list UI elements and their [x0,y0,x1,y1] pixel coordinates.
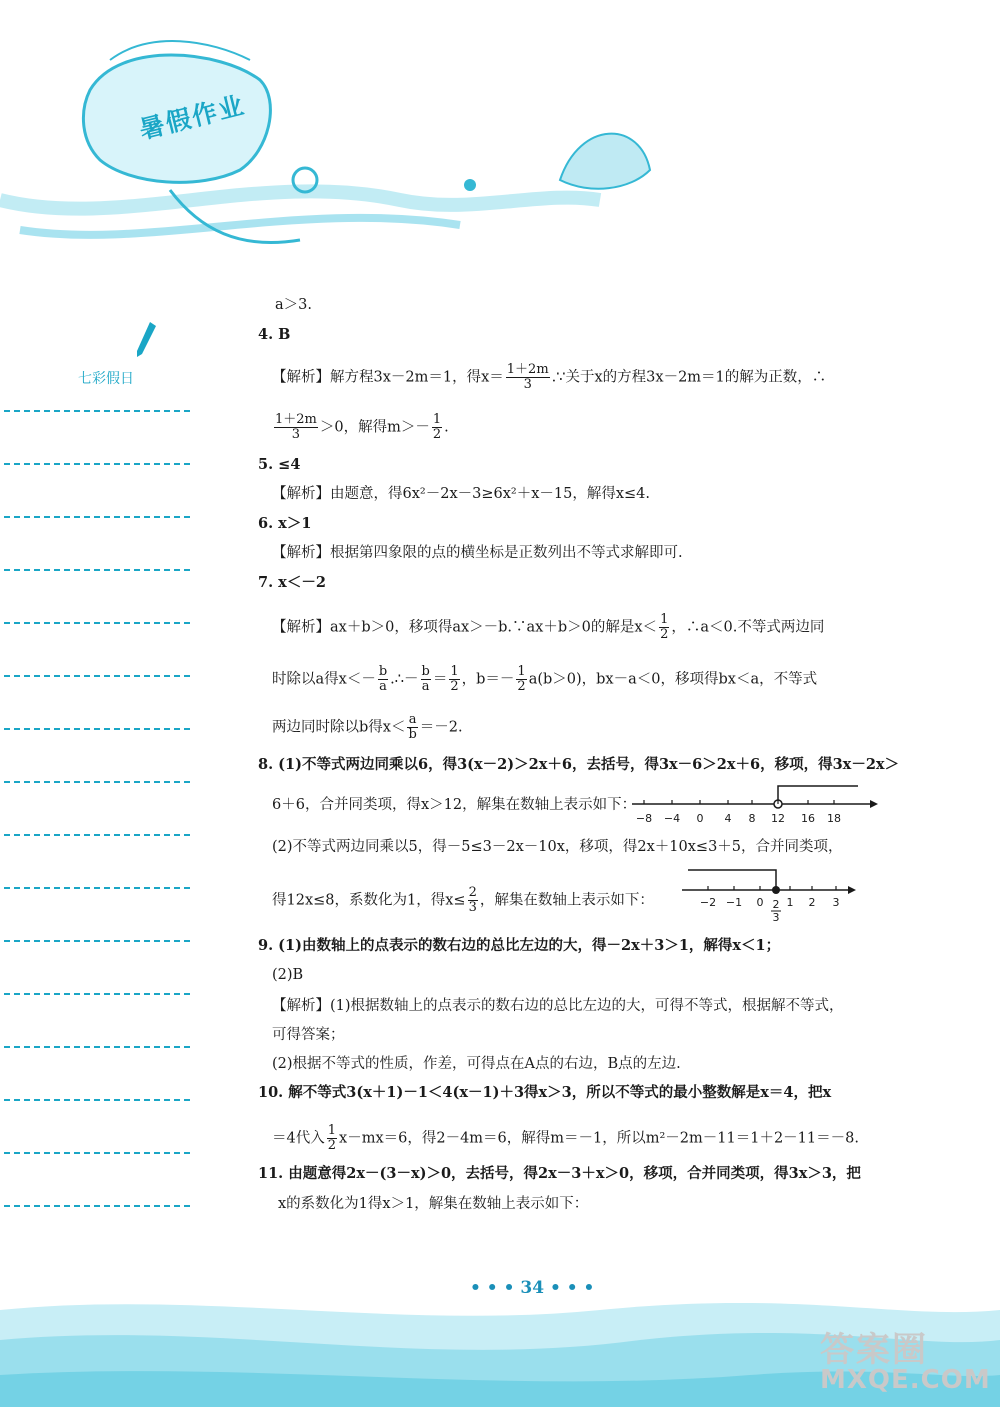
sidebar-label: 七彩假日 [78,371,134,387]
nl1-tick-label: 12 [771,812,785,825]
fraction: $\frac{1+2m}{3}$ [506,362,549,392]
divider [4,1099,190,1101]
nl1-tick-label: 0 [696,812,704,825]
divider [4,781,190,783]
analysis-9: 【解析】(1)根据数轴上的点表示的数右边的总比左边的大，可得不等式，根据解不等式， [272,998,844,1014]
tick-label-fraction-num: 2 [772,898,780,911]
divider [4,1205,190,1207]
answer-5: 5. ≤4 [258,456,301,473]
nl2-tick-label: −1 [725,896,743,909]
answer-9-1: 9. (1)由数轴上的点表示的数右边的总比左边的大，得－2x＋3＞1，解得x＜1； [258,937,781,954]
fraction: $\frac{a}{b}$ [408,712,417,742]
fraction: $\frac{1}{2}$ [432,412,442,442]
analysis-7-end: 两边同时除以b得x＜ $\frac{a}{b}$ ＝－2. [272,712,463,742]
analysis-7-cont: 时除以a得x＜－ $\frac{b}{a}$ .∴－ $\frac{b}{a}$ ＝ $\frac{1}{2}$ ，b＝－ $\frac{1}{2}$ a(b＞0)，bx－a＜0，移项得bx＜a，不等式 [272,664,818,694]
answer-8-2-cont: 得12x≤8，系数化为1，得x≤ $\frac{2}{3}$ ，解集在数轴上表示如下： [272,885,654,915]
nl1-tick-label: −8 [635,812,653,825]
fraction: $\frac{b}{a}$ [421,664,430,694]
watermark-logo: 答案圈 [820,1330,928,1370]
page-number: • • • 34 • • • [470,1278,595,1298]
answer-11: 11. 由题意得2x－(3－x)＞0，去括号，得2x－3＋x＞0，移项，合并同类项，得3x＞3，把 [258,1165,861,1182]
answer-4: 4. B [258,326,291,343]
banner-title: 暑假作业 [136,90,249,145]
answer-8-2: (2)不等式两边同乘以5，得－5≤3－2x－10x，移项，得2x＋10x≤3＋5，合并同类项， [272,839,843,855]
nl1-tick-label: 16 [801,812,815,825]
fraction: $\frac{1}{2}$ [517,664,526,694]
analysis-7: 【解析】ax＋b＞0，移项得ax＞－b.∵ax＋b＞0的解是x＜ $\frac{1}{2}$ ，∴a＜0.不等式两边同 [272,612,825,642]
text-line: a＞3. [275,297,312,313]
fraction: $\frac{2}{3}$ [468,885,477,915]
answer-9-2: (2)B [272,967,304,983]
analysis-6: 【解析】根据第四象限的点的横坐标是正数列出不等式求解即可. [272,545,683,561]
analysis-4: 【解析】解方程3x－2m＝1，得x＝ $\frac{1+2m}{3}$ .∵关于x的方程3x－2m＝1的解为正数，∴ [272,362,827,392]
fraction: $\frac{1}{2}$ [660,612,669,642]
tick-label-fraction-den: 3 [772,911,780,922]
nl1-tick-label: −4 [663,812,681,825]
divider [4,887,190,889]
divider [4,675,190,677]
nl1-tick-label: 18 [827,812,841,825]
fraction: $\frac{1}{2}$ [450,664,459,694]
number-line-1 [630,780,880,830]
nl1-tick-label: 4 [724,812,732,825]
divider [4,728,190,730]
nl2-tick-label: −2 [699,896,717,909]
nl2-tick-label: 3 [832,896,840,909]
analysis-5: 【解析】由题意，得6x²－2x－3≥6x²＋x－15，解得x≤4. [272,486,650,502]
analysis-4-cont: $\frac{1+2m}{3}$ ＞0，解得m＞－ $\frac{1}{2}$ . [275,412,449,442]
answer-10-cont: ＝4代入 $\frac{1}{2}$ x－mx＝6，得2－4m＝6，解得m＝－1，所以m²－2m－11＝1＋2－11＝－8. [272,1123,859,1153]
divider [4,1046,190,1048]
divider [4,569,190,571]
answer-6: 6. x＞1 [258,515,312,532]
divider [4,622,190,624]
nl2-tick-label: 2 [808,896,816,909]
divider [4,834,190,836]
divider [4,516,190,518]
header-decoration [0,0,700,260]
answer-7: 7. x＜－2 [258,574,326,591]
analysis-9-cont: 可得答案； [272,1027,345,1043]
watermark [820,1322,991,1395]
answer-8-1-cont: 6＋6，合并同类项，得x＞12，解集在数轴上表示如下： [272,797,637,813]
fraction: $\frac{b}{a}$ [378,664,388,694]
pen-icon [134,320,158,360]
answer-11-cont: x的系数化为1得x＞1，解集在数轴上表示如下： [278,1196,589,1212]
fraction: $\frac{1}{2}$ [327,1123,337,1153]
divider [4,463,190,465]
divider [4,940,190,942]
nl2-tick-label: 0 [756,896,764,909]
analysis-9-2: (2)根据不等式的性质，作差，可得点在A点的右边，B点的左边. [272,1056,681,1072]
number-line-2 [680,860,860,922]
divider [4,993,190,995]
answer-8-1: 8. (1)不等式两边同乘以6，得3(x－2)＞2x＋6，去括号，得3x－6＞2x＋6，移项，得3x－2x＞ [258,756,900,773]
divider [4,410,190,412]
answer-10: 10. 解不等式3(x＋1)－1＜4(x－1)＋3得x＞3，所以不等式的最小整数解是x＝4，把x [258,1084,832,1101]
fraction: $\frac{1+2m}{3}$ [275,412,317,442]
watermark-url: MXQE.COM [820,1365,991,1395]
nl1-tick-label: 8 [748,812,756,825]
nl2-tick-label: 1 [786,896,794,909]
divider [4,1152,190,1154]
